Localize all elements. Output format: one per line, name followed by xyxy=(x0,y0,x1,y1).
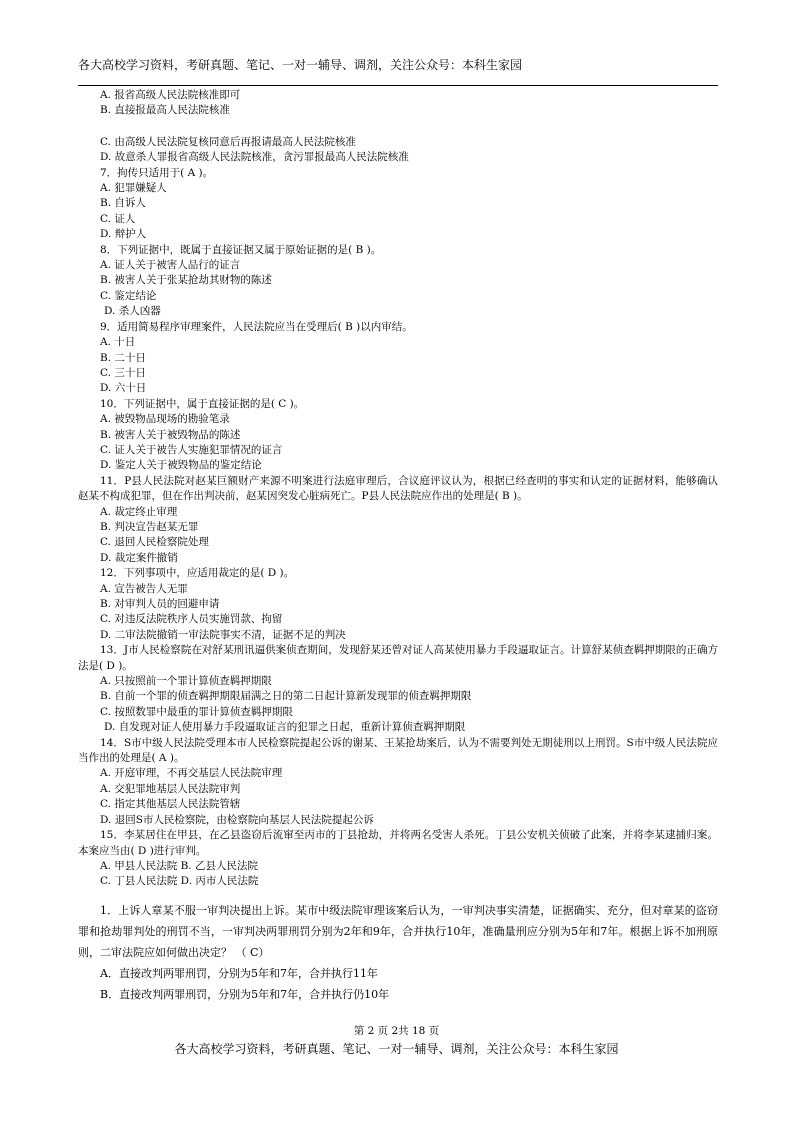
option-line: A. 十日 xyxy=(100,336,136,349)
option-line: C. 丁县人民法院 D. 丙市人民法院 xyxy=(100,875,259,888)
case-question-block xyxy=(78,900,718,1005)
question-13: 13．J市人民检察院在对舒某刑讯逼供案侦查期间，发现舒某还曾对证人高某使用暴力手段逼取证言。计算舒某侦查羁押期限的正确方法是( D )。 xyxy=(78,644,718,672)
option-line: A．直接改判两罪刑罚，分别为5年和7年，合并执行11年 xyxy=(100,967,378,980)
option-line: B. 直接报最高人民法院核准 xyxy=(100,104,230,117)
option-line: A. 报省高级人民法院核准即可 xyxy=(100,89,241,101)
questions-block xyxy=(78,88,718,890)
page-header: 各大高校学习资料，考研真题、笔记、一对一辅导、调剂，关注公众号：本科生家园 xyxy=(78,58,523,72)
option-line: D. 鉴定人关于被毁物品的鉴定结论 xyxy=(100,459,262,472)
option-line: C. 证人 xyxy=(100,212,136,225)
option-line: C. 鉴定结论 xyxy=(100,289,157,302)
case-question-1: 1．上诉人章某不服一审判决提出上诉。某市中级法院审理该案后认为，一审判决事实清楚，证据确实、充分，但对章某的盗窃罪和抢劫罪判处的刑罚不当，一审判决两罪刑罚分别为2年和9年，合并执行10年，准确量刑应分别为5年和7年。根据上诉不加刑原则，二审法院应如何做出决定？ （ C） xyxy=(78,904,718,959)
option-line: B. 自诉人 xyxy=(100,197,146,210)
option-line: A. 宣告被告人无罪 xyxy=(100,582,188,595)
option-line: C. 由高级人民法院复核同意后再报请最高人民法院核准 xyxy=(100,135,356,148)
option-line: B. 自前一个罪的侦查羁押期限届满之日的第二日起计算新发现罪的侦查羁押期限 xyxy=(100,690,472,703)
question-11: 11．P县人民法院对赵某巨额财产来源不明案进行法庭审理后，合议庭评议认为，根据已经查明的事实和认定的证据材料，能够确认赵某不构成犯罪，但在作出判决前，赵某因突发心脏病死亡。P县人民法院应作出的处理是( B )。 xyxy=(78,474,718,503)
question-8: 8．下列证据中，既属于直接证据又属于原始证据的是( B )。 xyxy=(100,243,382,256)
option-line: A. 交犯罪地基层人民法院审判 xyxy=(100,782,241,795)
option-line: B. 判决宣告赵某无罪 xyxy=(100,520,199,533)
option-line: A. 只按照前一个罪计算侦查羁押期限 xyxy=(100,675,272,688)
option-line: C. 按照数罪中最重的罪计算侦查羁押期限 xyxy=(100,705,293,718)
header-divider xyxy=(78,85,718,86)
option-line: D. 裁定案件撤销 xyxy=(100,551,178,564)
option-line: D. 二审法院撤销一审法院事实不清，证据不足的判决 xyxy=(100,628,346,641)
option-line: C. 证人关于被告人实施犯罪情况的证言 xyxy=(100,443,283,456)
option-line: A. 开庭审理，不再交基层人民法院审理 xyxy=(100,767,283,780)
option-line: D. 退回S市人民检察院，由检察院向基层人民法院提起公诉 xyxy=(100,813,374,826)
option-line: D. 自发现对证人使用暴力手段逼取证言的犯罪之日起，重新计算侦查羁押期限 xyxy=(104,721,466,734)
option-line: A. 犯罪嫌疑人 xyxy=(100,182,167,195)
option-line: A. 甲县人民法院 B. 乙县人民法院 xyxy=(100,859,258,872)
option-line: B. 二十日 xyxy=(100,351,146,364)
spacer xyxy=(78,119,718,135)
option-line: A. 被毁物品现场的勘验笔录 xyxy=(100,413,230,426)
option-line: D. 六十日 xyxy=(100,382,147,395)
question-7: 7．拘传只适用于( A )。 xyxy=(100,166,214,179)
option-line: B. 被害人关于张某抢劫其财物的陈述 xyxy=(100,274,272,287)
option-line: D. 辩护人 xyxy=(100,228,147,241)
option-line: C. 三十日 xyxy=(100,366,146,379)
option-line: A. 裁定终止审理 xyxy=(100,505,178,518)
question-12: 12．下列事项中，应适用裁定的是( D )。 xyxy=(100,567,295,580)
option-line: B. 被害人关于被毁物品的陈述 xyxy=(100,428,241,441)
page-number: 第 2 页 2共 18 页 xyxy=(353,1025,440,1037)
question-15: 15．李某居住在甲县，在乙县盗窃后流窜至丙市的丁县抢劫，并将两名受害人杀死。丁县公安机关侦破了此案，并将李某逮捕归案。本案应当由( D )进行审判。 xyxy=(78,829,718,857)
option-line: A. 证人关于被害人品行的证言 xyxy=(100,259,241,272)
question-9: 9．适用简易程序审理案件，人民法院应当在受理后( B )以内审结。 xyxy=(100,320,413,333)
question-10: 10．下列证据中，属于直接证据的是( C )。 xyxy=(100,397,305,410)
option-line: D. 故意杀人罪报省高级人民法院核准，贪污罪报最高人民法院核准 xyxy=(100,151,409,164)
option-line: C. 退回人民检察院处理 xyxy=(100,536,209,549)
page-footer: 各大高校学习资料，考研真题、笔记、一对一辅导、调剂，关注公众号：本科生家园 xyxy=(174,1042,619,1056)
option-line: C. 指定其他基层人民法院管辖 xyxy=(100,798,241,811)
question-14: 14．S市中级人民法院受理本市人民检察院提起公诉的谢某、王某抢劫案后，认为不需要判处无期徒刑以上刑罚。S市中级人民法院应当作出的处理是( A )。 xyxy=(78,736,718,765)
option-line: B．直接改判两罪刑罚，分别为5年和7年，合并执行仍10年 xyxy=(100,988,390,1001)
option-line: C. 对违反法院秩序人员实施罚款、拘留 xyxy=(100,613,283,626)
option-line: B. 对审判人员的回避申请 xyxy=(100,598,220,610)
option-line: D. 杀人凶器 xyxy=(104,305,161,318)
